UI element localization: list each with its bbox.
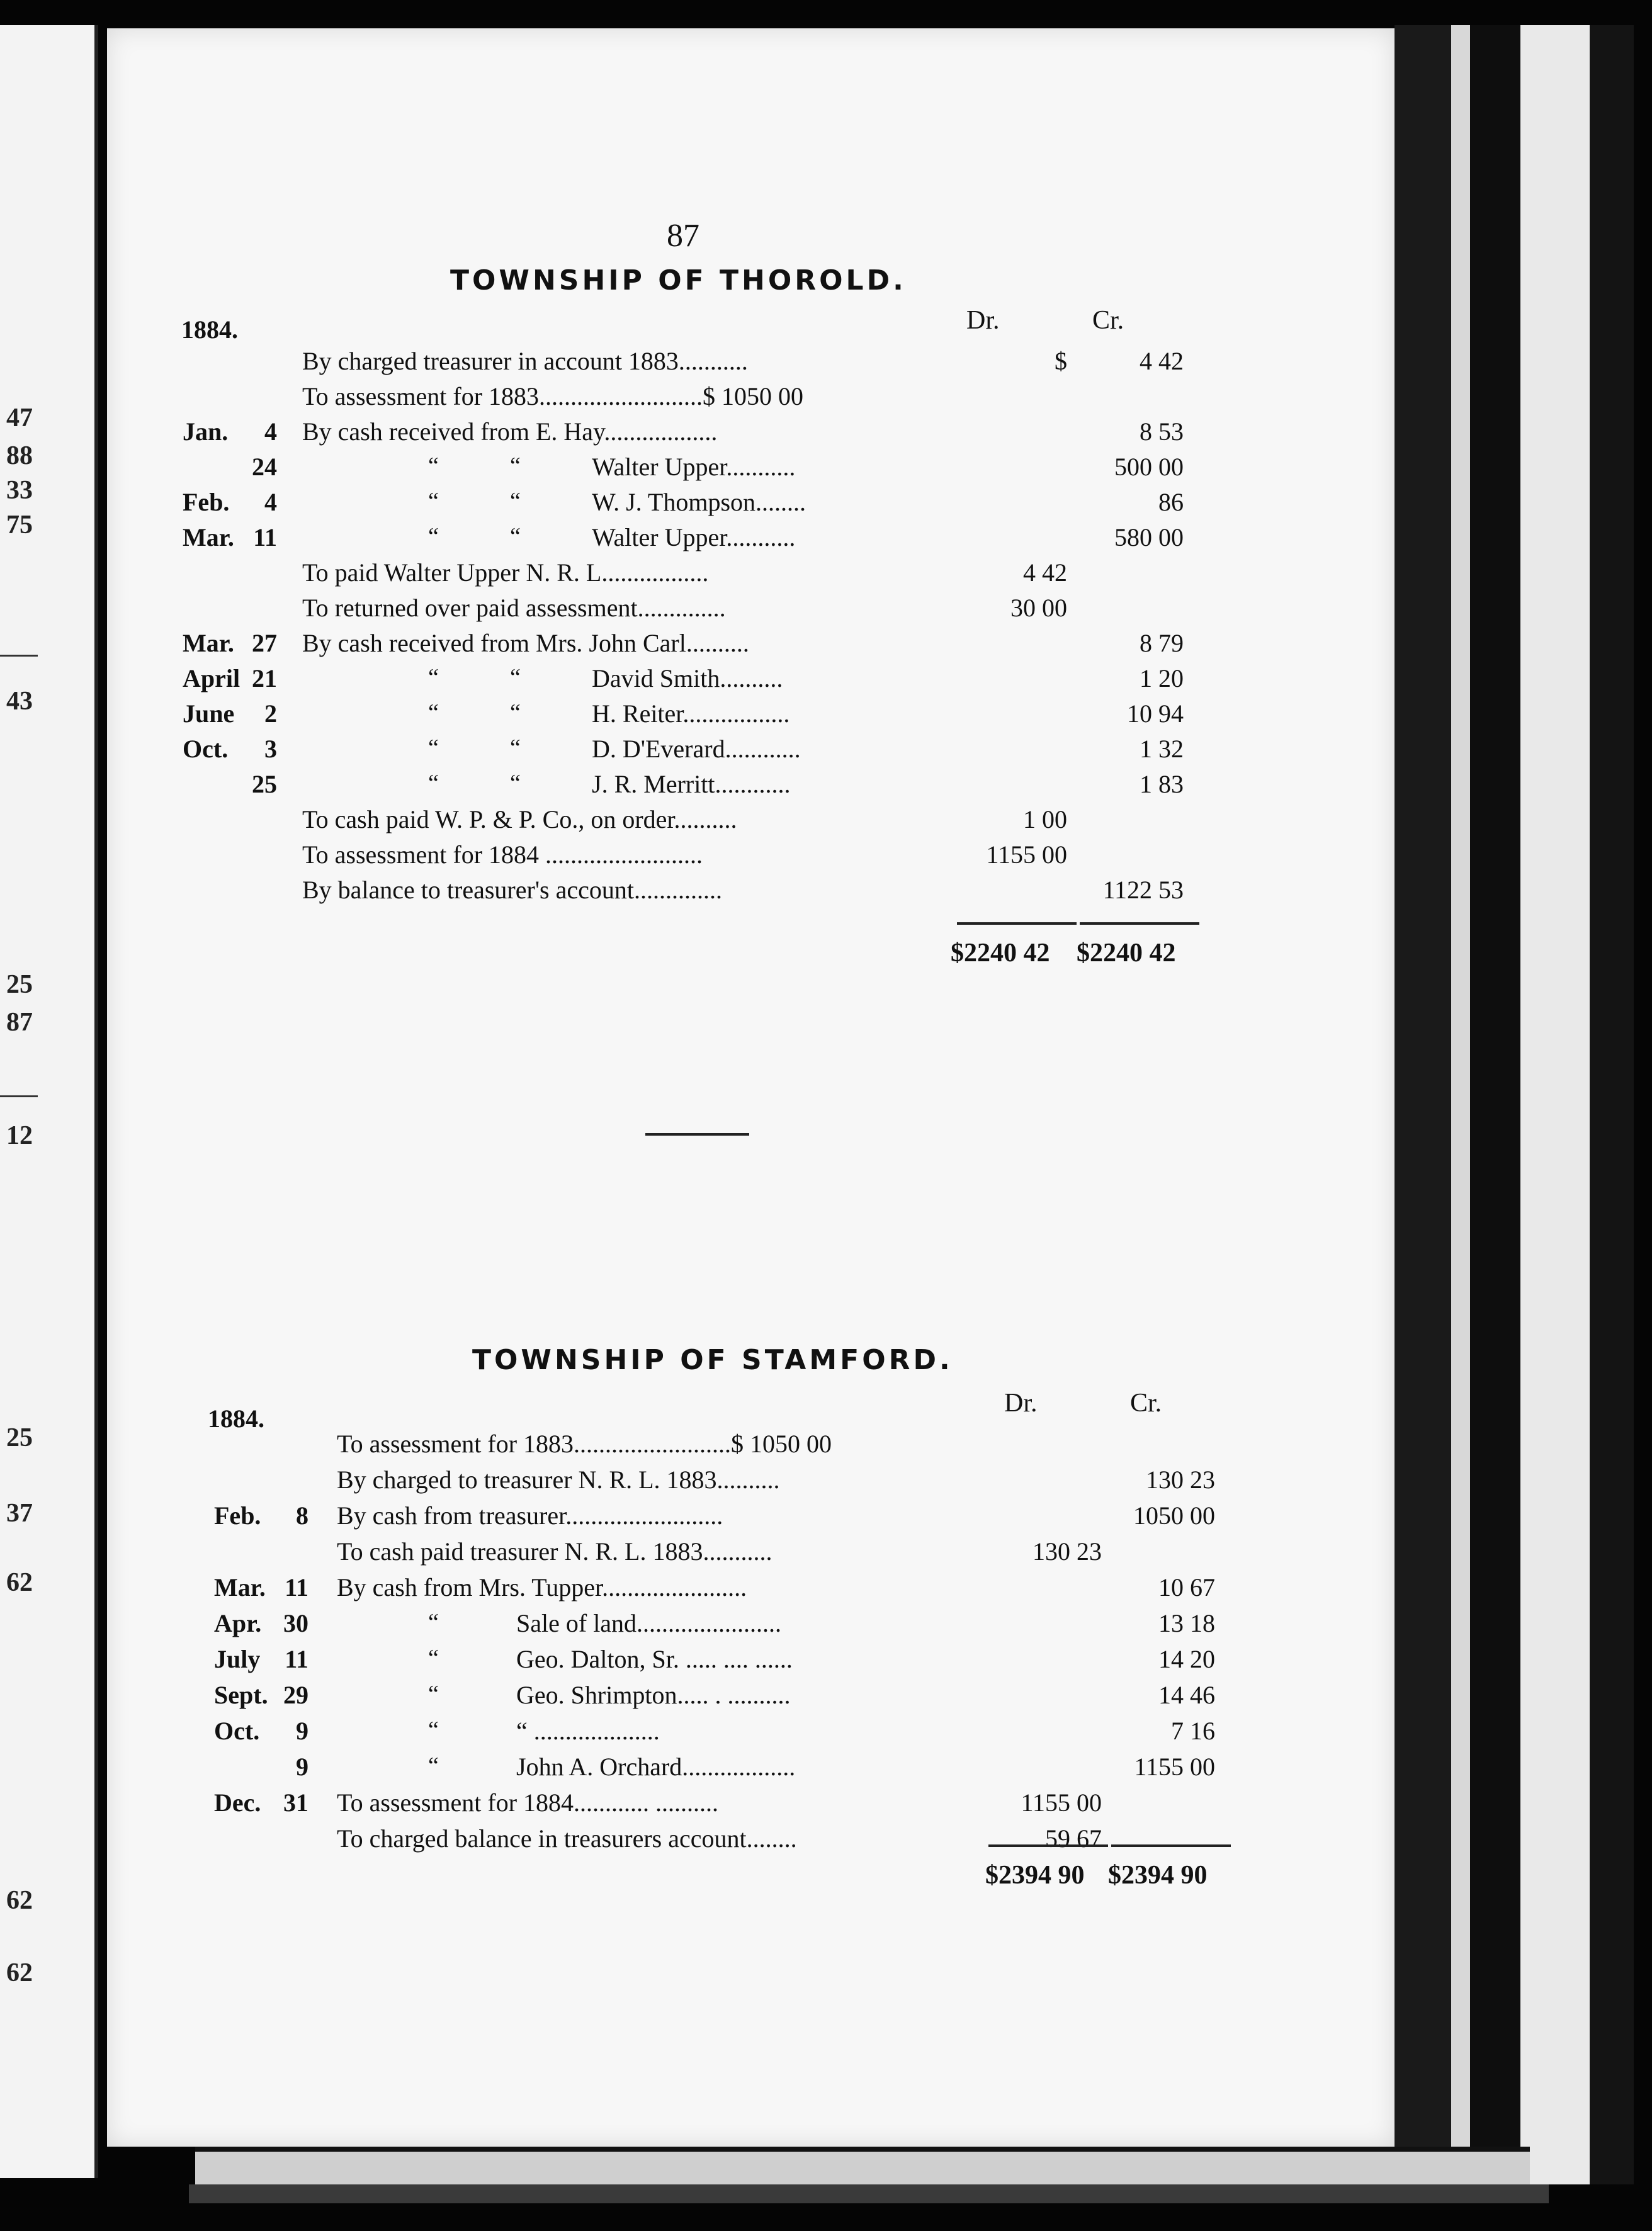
margin-rule <box>0 655 38 657</box>
total-rule-cr <box>1080 922 1199 925</box>
total-rule-cr <box>1111 1844 1231 1847</box>
entry-day: 27 <box>252 629 277 657</box>
total-rule-dr <box>957 922 1077 925</box>
ditto-mark: “ <box>510 664 521 691</box>
ditto-mark: “ <box>510 770 521 796</box>
entry-day: 3 <box>264 735 277 763</box>
margin-number: 62 <box>6 1886 33 1915</box>
section-divider <box>645 1133 749 1136</box>
margin-number: 88 <box>6 441 33 470</box>
entry-month: Mar. <box>183 629 234 657</box>
entry-month: Feb. <box>214 1501 261 1530</box>
book-edge <box>1470 25 1520 2184</box>
ditto-mark: “ <box>428 453 439 479</box>
entry-description: To assessment for 1883.........................$ 1050 00 <box>337 1430 832 1458</box>
entry-day: 24 <box>252 453 277 481</box>
entry-month: Mar. <box>214 1573 266 1601</box>
entry-day: 9 <box>296 1717 308 1745</box>
credit-amount: 1155 00 <box>1134 1753 1215 1781</box>
ditto-mark: “ <box>510 453 521 479</box>
book-bottom-edge <box>195 2147 1530 2189</box>
entry-description: Geo. Dalton, Sr. ..... .... ...... <box>516 1645 793 1673</box>
credit-amount: 10 94 <box>1127 699 1184 728</box>
entry-day: 21 <box>252 664 277 692</box>
credit-amount: 1 32 <box>1140 735 1184 763</box>
total-cr: $2240 42 <box>1077 939 1176 968</box>
credit-amount: 1122 53 <box>1102 876 1184 904</box>
entry-month: Dec. <box>214 1788 261 1817</box>
margin-number: 12 <box>6 1121 33 1150</box>
entry-description: By charged to treasurer N. R. L. 1883.......... <box>337 1466 780 1494</box>
book-edge <box>1395 25 1451 2184</box>
entry-month: Oct. <box>214 1717 260 1745</box>
credit-amount: 13 18 <box>1158 1609 1215 1637</box>
margin-number: 75 <box>6 511 33 539</box>
entry-description: John A. Orchard.................. <box>516 1753 796 1781</box>
entry-description: To assessment for 1883..........................$ 1050 00 <box>302 382 804 410</box>
total-dr: $2240 42 <box>951 939 1050 968</box>
entry-description: To returned over paid assessment.............. <box>302 594 726 622</box>
ditto-mark: “ <box>510 699 521 726</box>
entry-day: 11 <box>285 1573 308 1601</box>
credit-amount: 1 20 <box>1140 664 1184 692</box>
ditto-mark: “ <box>428 488 439 514</box>
ledger-year: 1884. <box>181 315 238 344</box>
entry-day: 29 <box>283 1681 308 1709</box>
book-edge <box>1520 25 1590 2184</box>
credit-amount: 500 00 <box>1114 453 1184 481</box>
entry-description: “ .................... <box>516 1717 660 1745</box>
entry-description: To cash paid W. P. & P. Co., on order.......... <box>302 805 737 833</box>
margin-number: 25 <box>6 970 33 999</box>
ditto-mark: “ <box>428 664 439 691</box>
margin-number: 25 <box>6 1423 33 1452</box>
ditto-mark: “ <box>428 1609 439 1635</box>
credit-amount: 4 42 <box>1140 347 1184 375</box>
ditto-mark: “ <box>428 1717 439 1743</box>
entry-description: By cash received from E. Hay.................. <box>302 417 718 446</box>
entry-day: 4 <box>264 417 277 446</box>
credit-amount: 8 79 <box>1140 629 1184 657</box>
entry-description: To cash paid treasurer N. R. L. 1883........... <box>337 1537 772 1566</box>
margin-rule <box>0 1095 38 1097</box>
entry-description: Geo. Shrimpton..... . .......... <box>516 1681 791 1709</box>
entry-description: By cash from Mrs. Tupper....................... <box>337 1573 747 1601</box>
debit-amount: 1155 00 <box>986 840 1067 869</box>
credit-amount: 130 23 <box>1146 1466 1215 1494</box>
debit-column-header: Dr. <box>1004 1389 1038 1418</box>
entry-day: 31 <box>283 1788 308 1817</box>
margin-number: 87 <box>6 1008 33 1037</box>
credit-amount: 8 53 <box>1140 417 1184 446</box>
entry-month: Feb. <box>183 488 230 516</box>
debit-amount: 1 00 <box>1023 805 1067 833</box>
entry-month: Sept. <box>214 1681 268 1709</box>
credit-amount: 7 16 <box>1171 1717 1215 1745</box>
ledger-page <box>107 28 1395 2147</box>
entry-day: 25 <box>252 770 277 798</box>
margin-number: 62 <box>6 1568 33 1597</box>
ditto-mark: “ <box>510 523 521 550</box>
ditto-mark: “ <box>428 1645 439 1671</box>
entry-description: By balance to treasurer's account.............. <box>302 876 722 904</box>
entry-day: 8 <box>296 1501 308 1530</box>
ledger-year: 1884. <box>208 1404 264 1433</box>
total-dr: $2394 90 <box>985 1861 1085 1890</box>
debit-amount: 4 42 <box>1023 558 1067 587</box>
entry-description: To charged balance in treasurers account........ <box>337 1824 797 1853</box>
credit-column-header: Cr. <box>1130 1389 1162 1418</box>
entry-description: To assessment for 1884 ......................... <box>302 840 703 869</box>
entry-description: W. J. Thompson........ <box>592 488 806 516</box>
debit-amount: 130 23 <box>1032 1537 1102 1566</box>
entry-month: Jan. <box>183 417 229 446</box>
entry-month: Oct. <box>183 735 229 763</box>
entry-description: By cash from treasurer......................... <box>337 1501 723 1530</box>
entry-description: David Smith.......... <box>592 664 783 692</box>
credit-amount: 14 46 <box>1158 1681 1215 1709</box>
entry-description: Walter Upper........... <box>592 453 796 481</box>
credit-amount: 1050 00 <box>1133 1501 1215 1530</box>
ditto-mark: “ <box>428 699 439 726</box>
debit-amount: 1155 00 <box>1021 1788 1102 1817</box>
entry-day: 11 <box>253 523 277 551</box>
ditto-mark: “ <box>428 735 439 761</box>
facing-page-edge <box>0 25 98 2178</box>
ditto-mark: “ <box>428 770 439 796</box>
debit-column-header: Dr. <box>966 306 1000 335</box>
credit-amount: 14 20 <box>1158 1645 1215 1673</box>
entry-month: July <box>214 1645 261 1673</box>
entry-day: 4 <box>264 488 277 516</box>
entry-description: To paid Walter Upper N. R. L................. <box>302 558 709 587</box>
section-title: TOWNSHIP OF THOROLD. <box>450 264 907 297</box>
ditto-mark: “ <box>428 523 439 550</box>
ditto-mark: “ <box>510 488 521 514</box>
credit-column-header: Cr. <box>1092 306 1124 335</box>
entry-day: 11 <box>285 1645 308 1673</box>
margin-number: 47 <box>6 404 33 432</box>
ditto-mark: “ <box>428 1681 439 1707</box>
margin-number: 37 <box>6 1499 33 1528</box>
section-title: TOWNSHIP OF STAMFORD. <box>472 1344 953 1376</box>
entry-description: Walter Upper........... <box>592 523 796 551</box>
credit-amount: 10 67 <box>1158 1573 1215 1601</box>
entry-month: June <box>183 699 235 728</box>
book-edge <box>1451 25 1470 2184</box>
entry-day: 30 <box>283 1609 308 1637</box>
total-cr: $2394 90 <box>1108 1861 1208 1890</box>
page-number: 87 <box>667 218 699 254</box>
debit-amount: $ <box>1055 347 1067 375</box>
book-edge <box>1590 25 1634 2184</box>
credit-amount: 580 00 <box>1114 523 1184 551</box>
entry-month: April <box>183 664 240 692</box>
margin-number: 43 <box>6 687 33 716</box>
entry-description: Sale of land....................... <box>516 1609 782 1637</box>
entry-month: Apr. <box>214 1609 262 1637</box>
margin-number: 62 <box>6 1958 33 1987</box>
entry-description: By cash received from Mrs. John Carl.......... <box>302 629 749 657</box>
book-bottom-edge <box>189 2184 1549 2203</box>
margin-number: 33 <box>6 476 33 505</box>
entry-day: 2 <box>264 699 277 728</box>
ditto-mark: “ <box>428 1753 439 1779</box>
entry-description: To assessment for 1884............ .......... <box>337 1788 719 1817</box>
credit-amount: 86 <box>1158 488 1184 516</box>
entry-description: H. Reiter................. <box>592 699 790 728</box>
entry-description: J. R. Merritt............ <box>592 770 791 798</box>
total-rule-dr <box>988 1844 1108 1847</box>
debit-amount: 59 67 <box>1045 1824 1102 1853</box>
entry-month: Mar. <box>183 523 234 551</box>
entry-description: By charged treasurer in account 1883........... <box>302 347 748 375</box>
entry-description: D. D'Everard............ <box>592 735 801 763</box>
debit-amount: 30 00 <box>1010 594 1067 622</box>
ditto-mark: “ <box>510 735 521 761</box>
credit-amount: 1 83 <box>1140 770 1184 798</box>
entry-day: 9 <box>296 1753 308 1781</box>
